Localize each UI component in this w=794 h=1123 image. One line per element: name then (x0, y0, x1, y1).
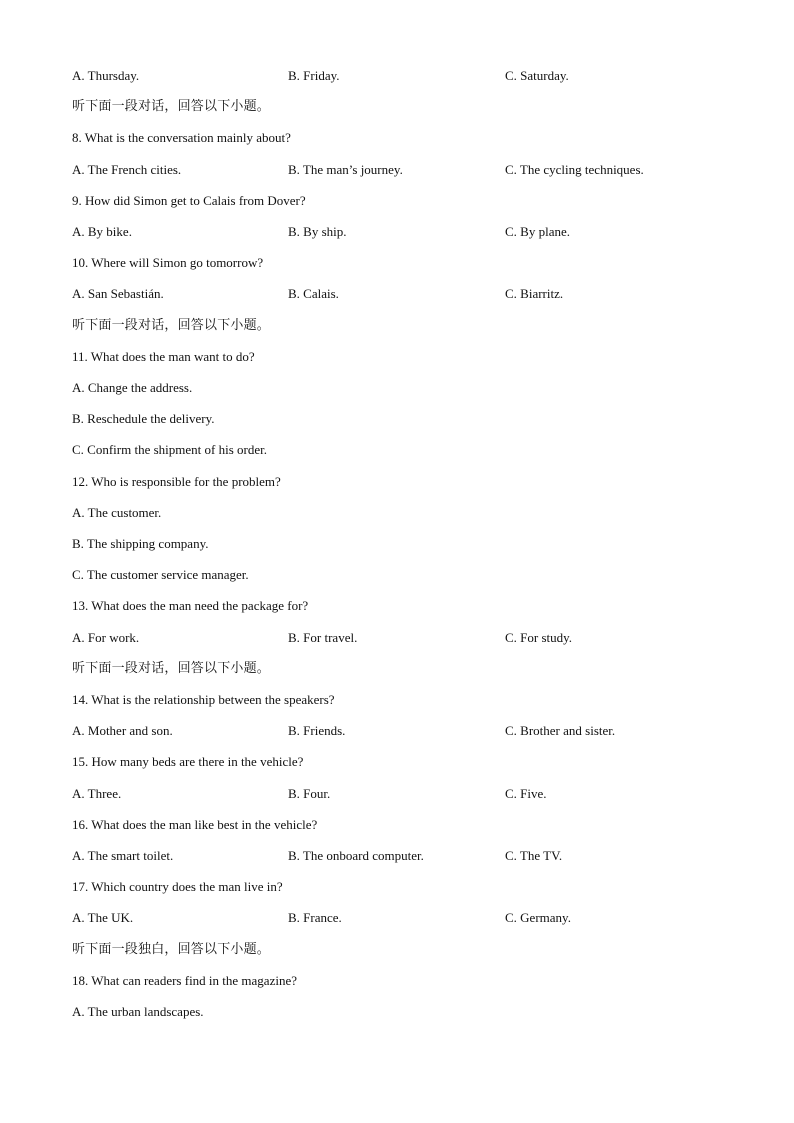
question-text: 11. What does the man want to do? (72, 349, 255, 364)
option-line: B. The shipping company. (72, 536, 209, 551)
section-instruction: 听下面一段对话，回答以下小题。 (72, 661, 271, 676)
section-instruction: 听下面一段对话，回答以下小题。 (72, 318, 271, 333)
option-c: C. Biarritz. (505, 286, 564, 301)
option-a: A. By bike. (72, 224, 132, 239)
option-line: A. The customer. (72, 505, 162, 520)
option-c: C. The TV. (505, 848, 563, 863)
option-line: C. The customer service manager. (72, 567, 249, 582)
option-b: B. For travel. (288, 630, 358, 645)
section-instruction: 听下面一段独白，回答以下小题。 (72, 942, 271, 957)
option-b: B. The man’s journey. (288, 162, 403, 177)
option-line: A. The urban landscapes. (72, 1004, 204, 1019)
option-b: B. Friday. (288, 68, 340, 83)
option-b: B. Calais. (288, 286, 339, 301)
option-a: A. Mother and son. (72, 723, 173, 738)
option-line: C. Confirm the shipment of his order. (72, 442, 267, 457)
option-a: A. The French cities. (72, 162, 182, 177)
question-text: 13. What does the man need the package for? (72, 598, 309, 613)
option-a: A. The smart toilet. (72, 848, 174, 863)
question-text: 12. Who is responsible for the problem? (72, 474, 281, 489)
option-b: B. By ship. (288, 224, 347, 239)
question-text: 16. What does the man like best in the vehicle? (72, 817, 318, 832)
option-c: C. The cycling techniques. (505, 162, 644, 177)
question-text: 17. Which country does the man live in? (72, 879, 283, 894)
section-instruction: 听下面一段对话，回答以下小题。 (72, 99, 271, 114)
question-text: 18. What can readers find in the magazine? (72, 973, 297, 988)
option-c: C. Brother and sister. (505, 723, 616, 738)
option-c: C. Saturday. (505, 68, 569, 83)
option-a: A. Thursday. (72, 68, 140, 83)
option-line: A. Change the address. (72, 380, 193, 395)
option-b: B. Four. (288, 786, 331, 801)
question-text: 8. What is the conversation mainly about? (72, 130, 291, 145)
option-c: C. By plane. (505, 224, 570, 239)
option-c: C. Five. (505, 786, 547, 801)
option-a: A. San Sebastián. (72, 286, 164, 301)
option-c: C. For study. (505, 630, 573, 645)
option-a: A. The UK. (72, 910, 134, 925)
option-c: C. Germany. (505, 910, 571, 925)
question-text: 14. What is the relationship between the speakers? (72, 692, 335, 707)
question-text: 10. Where will Simon go tomorrow? (72, 255, 264, 270)
option-b: B. France. (288, 910, 342, 925)
question-text: 15. How many beds are there in the vehicle? (72, 754, 304, 769)
option-a: A. Three. (72, 786, 122, 801)
question-text: 9. How did Simon get to Calais from Dover? (72, 193, 306, 208)
option-b: B. Friends. (288, 723, 346, 738)
option-a: A. For work. (72, 630, 140, 645)
option-line: B. Reschedule the delivery. (72, 411, 215, 426)
option-b: B. The onboard computer. (288, 848, 424, 863)
